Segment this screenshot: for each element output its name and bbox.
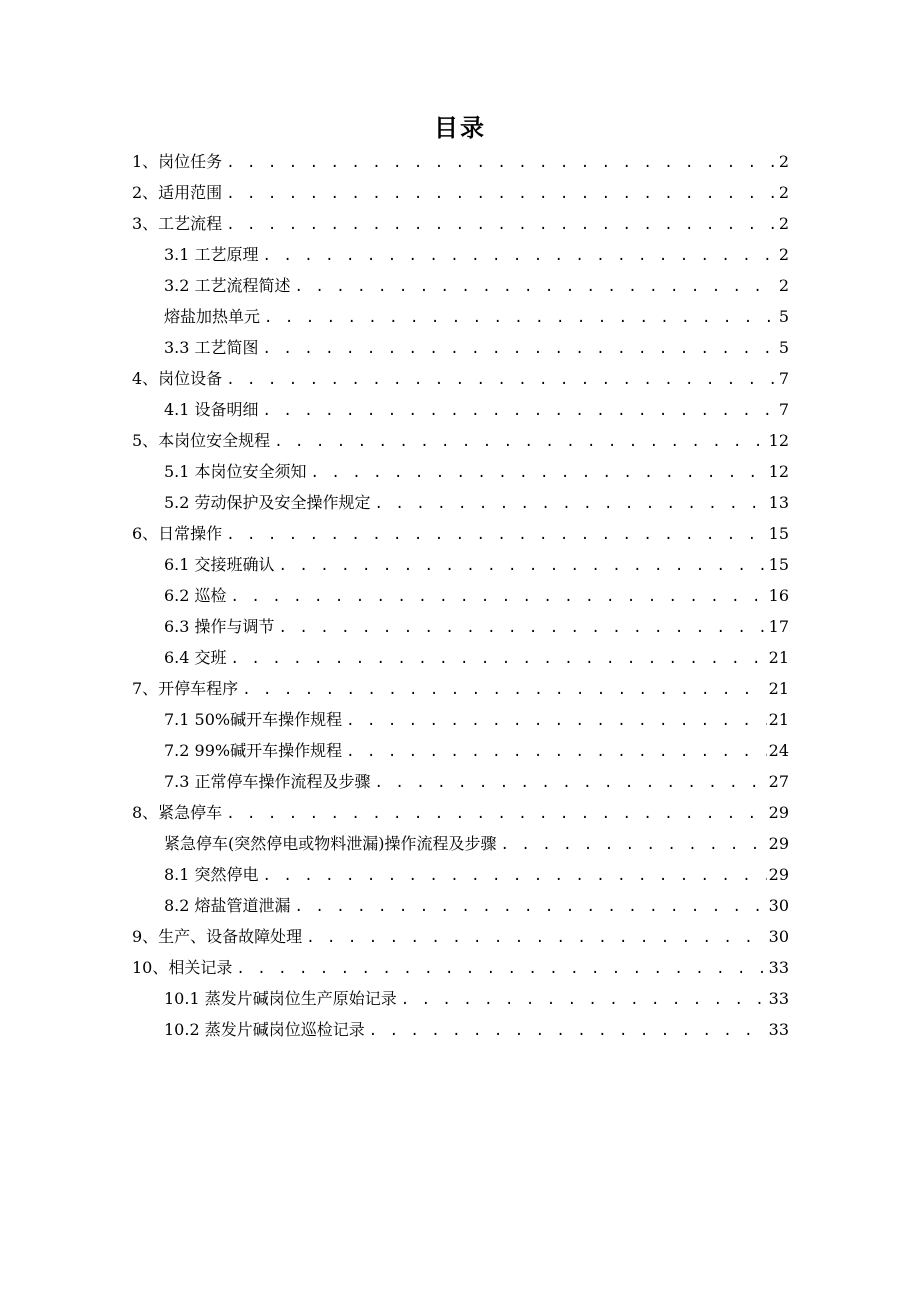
toc-entry[interactable]	[132, 797, 789, 828]
toc-entry[interactable]	[132, 363, 789, 394]
toc-entry-label: 熔盐加热单元	[164, 307, 261, 326]
toc-entry-label: 4.1 设备明细	[164, 400, 259, 419]
toc-subentry[interactable]	[132, 642, 789, 673]
toc-subentry[interactable]	[132, 301, 789, 332]
toc-entry-label: 3、工艺流程	[132, 214, 223, 233]
toc-dot-leader	[264, 303, 777, 334]
toc-entry-label: 5.2 劳动保护及安全操作规定	[164, 493, 371, 512]
toc-subentry[interactable]	[132, 890, 789, 921]
toc-subentry[interactable]	[132, 394, 789, 425]
toc-entry-page: 17	[768, 617, 789, 636]
toc-subentry[interactable]	[132, 828, 789, 859]
toc-entry-page: 15	[768, 555, 789, 574]
toc-entry[interactable]	[132, 425, 789, 456]
toc-entry-label: 8.2 熔盐管道泄漏	[164, 896, 291, 915]
toc-entry-page: 2	[778, 183, 789, 202]
toc-dot-leader	[346, 706, 767, 737]
toc-entry-label: 2、适用范围	[132, 183, 223, 202]
toc-entry-label: 10.1 蒸发片碱岗位生产原始记录	[164, 989, 397, 1008]
toc-subentry[interactable]	[132, 859, 789, 890]
toc-dot-leader	[375, 768, 767, 799]
toc-entry-label: 6.1 交接班确认	[164, 555, 275, 574]
toc-entry[interactable]	[132, 673, 789, 704]
toc-dot-leader	[375, 489, 767, 520]
toc-entry-label: 7.3 正常停车操作流程及步骤	[164, 772, 371, 791]
toc-subentry[interactable]	[132, 611, 789, 642]
toc-entry-page: 12	[768, 462, 789, 481]
toc-dot-leader	[369, 1016, 767, 1047]
toc-dot-leader	[501, 830, 767, 861]
toc-entry-label: 10、相关记录	[132, 958, 233, 977]
toc-entry-page: 5	[778, 307, 789, 326]
toc-subentry[interactable]	[132, 766, 789, 797]
toc-entry-page: 2	[778, 245, 789, 264]
toc-dot-leader	[263, 334, 777, 365]
toc-subentry[interactable]	[132, 580, 789, 611]
toc-subentry[interactable]	[132, 704, 789, 735]
toc-entry-page: 5	[778, 338, 789, 357]
toc-list	[132, 146, 789, 1045]
toc-entry-label: 3.3 工艺简图	[164, 338, 259, 357]
toc-entry[interactable]	[132, 952, 789, 983]
toc-dot-leader	[263, 396, 777, 427]
toc-dot-leader	[263, 241, 777, 272]
toc-entry-page: 12	[768, 431, 789, 450]
toc-entry-label: 8、紧急停车	[132, 803, 223, 822]
toc-dot-leader	[226, 148, 777, 179]
toc-subentry[interactable]	[132, 983, 789, 1014]
toc-entry-label: 3.2 工艺流程简述	[164, 276, 291, 295]
toc-dot-leader	[226, 365, 777, 396]
toc-dot-leader	[306, 923, 766, 954]
toc-dot-leader	[236, 954, 766, 985]
toc-entry[interactable]	[132, 518, 789, 549]
toc-dot-leader	[231, 644, 767, 675]
toc-dot-leader	[226, 210, 777, 241]
toc-subentry[interactable]	[132, 456, 789, 487]
toc-subentry[interactable]	[132, 735, 789, 766]
toc-dot-leader	[311, 458, 767, 489]
toc-entry-label: 紧急停车(突然停电或物料泄漏)操作流程及步骤	[164, 834, 497, 853]
toc-dot-leader	[226, 799, 766, 830]
toc-entry-page: 33	[768, 958, 789, 977]
toc-entry-label: 6.4 交班	[164, 648, 227, 667]
toc-dot-leader	[226, 520, 766, 551]
toc-subentry[interactable]	[132, 270, 789, 301]
toc-entry-page: 29	[768, 865, 789, 884]
toc-entry-label: 6.2 巡检	[164, 586, 227, 605]
toc-entry-label: 10.2 蒸发片碱岗位巡检记录	[164, 1020, 365, 1039]
toc-entry-page: 33	[768, 1020, 789, 1039]
toc-entry-page: 2	[778, 214, 789, 233]
toc-dot-leader	[295, 272, 777, 303]
toc-entry-page: 15	[768, 524, 789, 543]
toc-entry-page: 24	[768, 741, 789, 760]
toc-entry-label: 6、日常操作	[132, 524, 223, 543]
toc-entry-page: 21	[768, 648, 789, 667]
toc-entry-page: 2	[778, 276, 789, 295]
toc-subentry[interactable]	[132, 1014, 789, 1045]
toc-entry-page: 33	[768, 989, 789, 1008]
toc-dot-leader	[401, 985, 767, 1016]
toc-entry-label: 8.1 突然停电	[164, 865, 259, 884]
toc-entry-label: 3.1 工艺原理	[164, 245, 259, 264]
toc-dot-leader	[346, 737, 767, 768]
toc-entry-page: 16	[768, 586, 789, 605]
toc-dot-leader	[279, 613, 767, 644]
toc-entry-page: 30	[768, 896, 789, 915]
toc-dot-leader	[274, 427, 766, 458]
toc-entry-label: 4、岗位设备	[132, 369, 223, 388]
toc-subentry[interactable]	[132, 549, 789, 580]
toc-title: 目录	[434, 114, 486, 142]
toc-entry-page: 29	[768, 803, 789, 822]
toc-entry-page: 7	[778, 369, 789, 388]
toc-entry-label: 1、岗位任务	[132, 152, 223, 171]
toc-entry-page: 7	[778, 400, 789, 419]
toc-entry-label: 6.3 操作与调节	[164, 617, 275, 636]
toc-entry-label: 7、开停车程序	[132, 679, 239, 698]
toc-dot-leader	[279, 551, 767, 582]
toc-subentry[interactable]	[132, 332, 789, 363]
toc-entry[interactable]	[132, 146, 789, 177]
toc-entry-page: 13	[768, 493, 789, 512]
toc-entry-label: 5、本岗位安全规程	[132, 431, 271, 450]
toc-dot-leader	[295, 892, 767, 923]
toc-entry[interactable]	[132, 921, 789, 952]
toc-subentry[interactable]	[132, 487, 789, 518]
toc-dot-leader	[242, 675, 766, 706]
toc-entry-page: 21	[768, 710, 789, 729]
toc-entry-label: 9、生产、设备故障处理	[132, 927, 303, 946]
toc-dot-leader	[263, 861, 767, 892]
toc-entry-page: 30	[768, 927, 789, 946]
toc-entry[interactable]	[132, 208, 789, 239]
toc-entry-label: 7.2 99%碱开车操作规程	[164, 741, 343, 760]
toc-entry-label: 7.1 50%碱开车操作规程	[164, 710, 343, 729]
toc-entry-page: 21	[768, 679, 789, 698]
toc-entry-page: 2	[778, 152, 789, 171]
toc-dot-leader	[226, 179, 777, 210]
toc-entry-label: 5.1 本岗位安全须知	[164, 462, 307, 481]
toc-entry-page: 29	[768, 834, 789, 853]
toc-dot-leader	[231, 582, 767, 613]
toc-subentry[interactable]	[132, 239, 789, 270]
toc-entry[interactable]	[132, 177, 789, 208]
toc-entry-page: 27	[768, 772, 789, 791]
